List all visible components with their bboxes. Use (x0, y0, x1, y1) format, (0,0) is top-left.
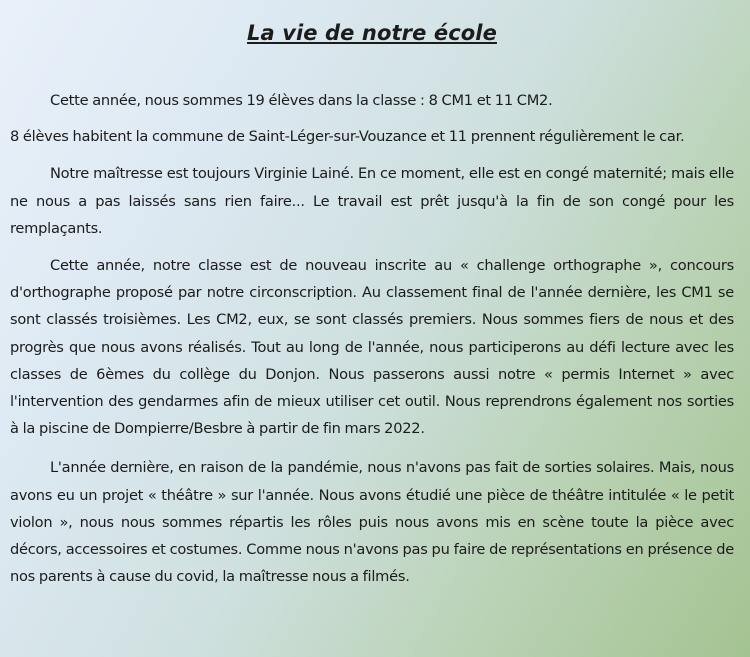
paragraph-activities: Cette année, notre classe est de nouveau inscrite au « challenge orthographe », concours d'orthographe proposé par notre circonscription. Au classement final de l'année dernière, les CM1 se sont classés troisièmes. Les CM2, eux, se sont classés premiers. Nous sommes fiers de nous et des progrès que nous avons réalisés. Tout au long de l'année, nous participerons au défi lecture avec les classes de 6èmes du collège du Donjon. Nous passerons aussi notre « permis Internet » avec l'intervention des gendarmes afin de mieux utiliser cet outil. Nous reprendrons également nos sorties à la piscine de Dompierre/Besbre à partir de fin mars 2022. (10, 257, 734, 438)
paragraph-teacher: Notre maîtresse est toujours Virginie Lainé. En ce moment, elle est en congé maternité; mais elle ne nous a pas laissés sans rien faire... Le travail est prêt jusqu'à la fin de son congé pour les remplaçants. (10, 165, 734, 237)
article-body (10, 87, 734, 590)
paragraph-theatre: L'année dernière, en raison de la pandémie, nous n'avons pas fait de sorties solaires. Mais, nous avons eu un projet « théâtre » sur l'année. Nous avons étudié une pièce de théâtre intitulée « le petit violon », nous nous sommes répartis les rôles puis nous avons mis en scène toute la pièce avec décors, accessoires et costumes. Comme nous n'avons pas pu faire de représentations en présence de nos parents à cause du covid, la maîtresse nous a filmés. (10, 459, 734, 586)
paragraph-class-size: Cette année, nous sommes 19 élèves dans la classe : 8 CM1 et 11 CM2. (50, 92, 553, 109)
paragraph-commune: 8 élèves habitent la commune de Saint-Léger-sur-Vouzance et 11 prennent régulièrement le car. (10, 128, 685, 146)
document-page (10, 0, 734, 657)
page-title: La vie de notre école (247, 21, 497, 45)
